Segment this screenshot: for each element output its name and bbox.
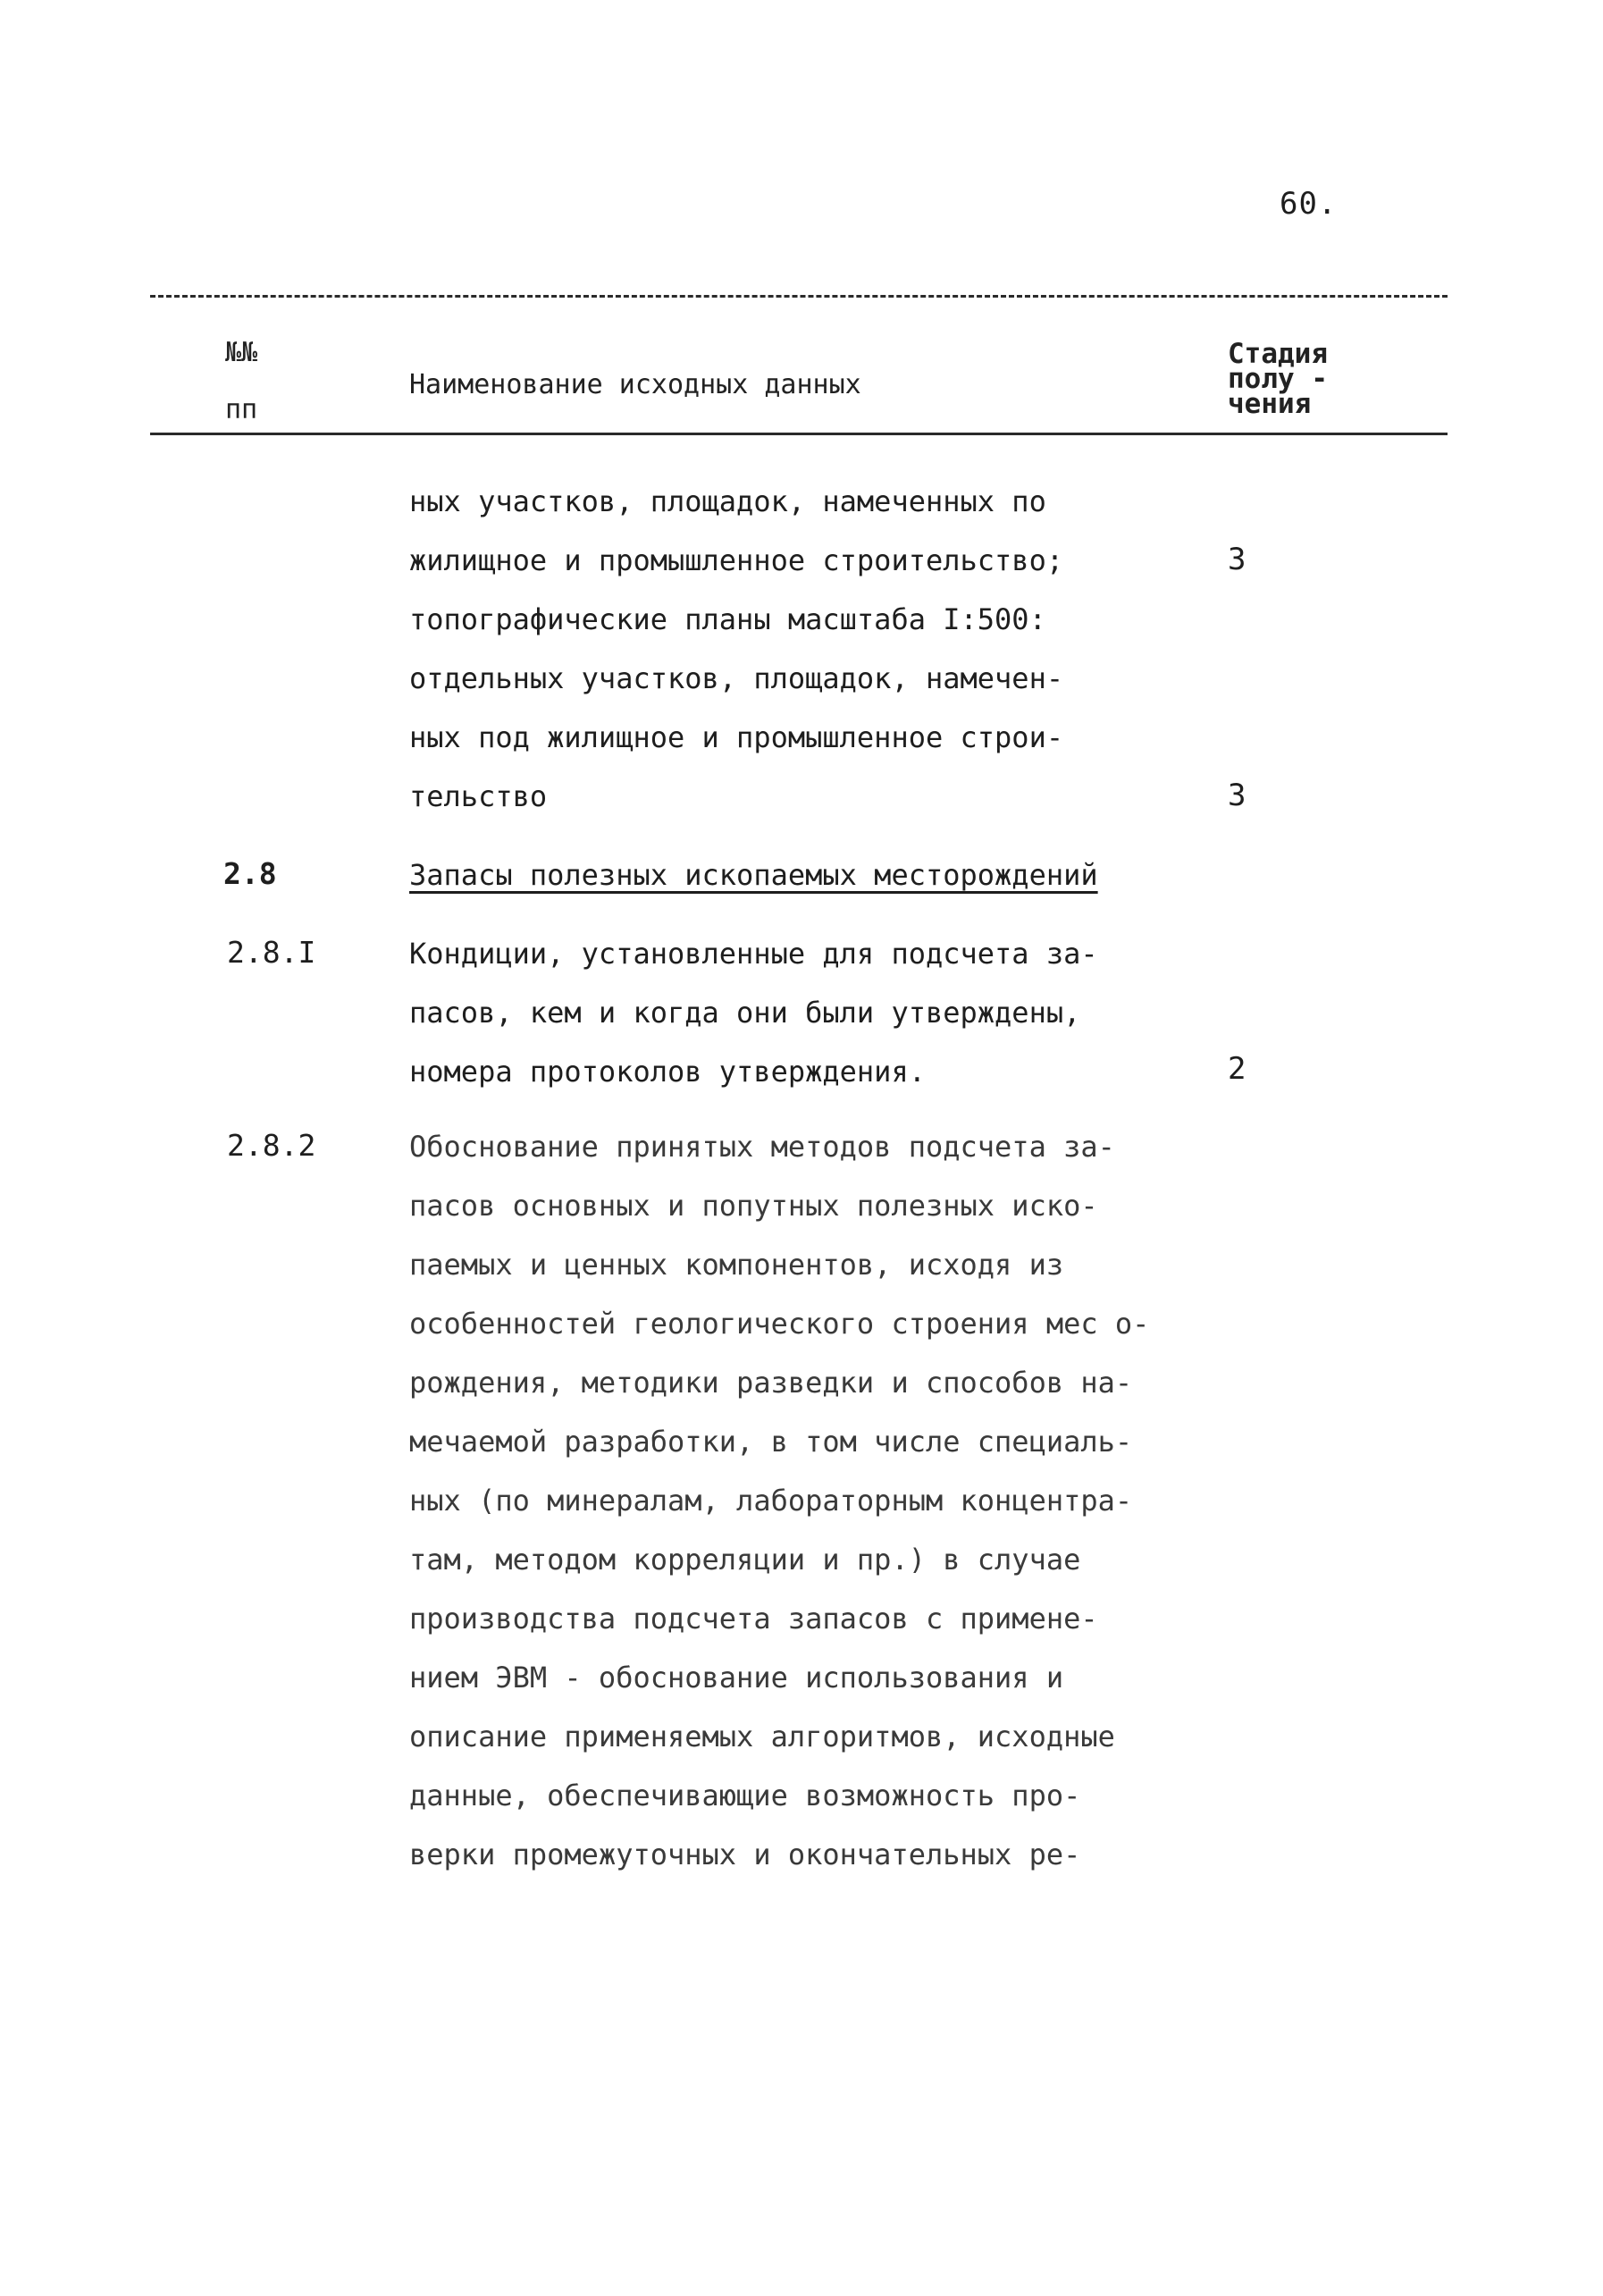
text-line: тельство xyxy=(409,779,548,813)
table-header-rule xyxy=(150,433,1448,435)
table-top-rule xyxy=(150,295,1448,298)
text-line: описание применяемых алгоритмов, исходные xyxy=(409,1720,1115,1754)
text-line: верки промежуточных и окончательных ре- xyxy=(409,1838,1081,1871)
stage-value: 2 xyxy=(1228,1051,1246,1087)
text-line: рождения, методики разведки и способов на- xyxy=(409,1366,1133,1400)
stage-value: 3 xyxy=(1228,542,1246,577)
text-line: отдельных участков, площадок, намечен- xyxy=(409,661,1064,695)
text-line: производства подсчета запасов с примене- xyxy=(409,1602,1098,1636)
text-line: ных (по минералам, лабораторным концентра- xyxy=(409,1484,1133,1518)
text-line: пасов основных и попутных полезных иско- xyxy=(409,1189,1098,1223)
text-line: ных под жилищное и промышленное строи- xyxy=(409,720,1064,754)
header-stage-column xyxy=(1228,338,1328,420)
continuation-text xyxy=(409,472,1160,826)
text-line: Кондиции, установленные для подсчета за- xyxy=(409,937,1098,971)
header-stage-line-3: чения xyxy=(1228,388,1312,420)
section-title: Запасы полезных ископаемых месторождений xyxy=(409,858,1098,892)
row-number: 2.8 xyxy=(223,856,277,891)
page-number: 60. xyxy=(1280,186,1338,222)
text-line: паемых и ценных компонентов, исходя из xyxy=(409,1248,1064,1282)
header-number-line-2: пп xyxy=(225,394,258,425)
header-stage-line-1: Стадия xyxy=(1228,338,1328,370)
text-line: там, методом корреляции и пр.) в случае xyxy=(409,1543,1081,1577)
header-number-column xyxy=(225,337,306,425)
text-line: нием ЭВМ - обоснование использования и xyxy=(409,1661,1064,1695)
text-line: мечаемой разработки, в том числе специаль- xyxy=(409,1425,1133,1459)
text-line: топографические планы масштаба I:500: xyxy=(409,602,1046,636)
text-line: номера протоколов утверждения. xyxy=(409,1055,926,1089)
header-name-column: Наименование исходных данных xyxy=(409,369,861,400)
row-text xyxy=(409,1117,1160,1884)
header-number-line-1: №№ xyxy=(225,337,258,368)
text-line: данные, обеспечивающие возможность про- xyxy=(409,1779,1081,1812)
text-line: Обоснование принятых методов подсчета за- xyxy=(409,1130,1115,1164)
row-number: 2.8.2 xyxy=(227,1128,316,1163)
text-line: особенностей геологического строения мес о- xyxy=(409,1307,1150,1341)
row-text xyxy=(409,924,1160,1101)
text-line: жилищное и промышленное строительство; xyxy=(409,543,1064,577)
header-stage-line-2: полу - xyxy=(1228,363,1328,395)
section-heading xyxy=(409,845,1160,904)
row-number: 2.8.I xyxy=(227,935,316,970)
text-line: ных участков, площадок, намеченных по xyxy=(409,484,1046,518)
stage-value: 3 xyxy=(1228,778,1246,813)
text-line: пасов, кем и когда они были утверждены, xyxy=(409,996,1081,1030)
